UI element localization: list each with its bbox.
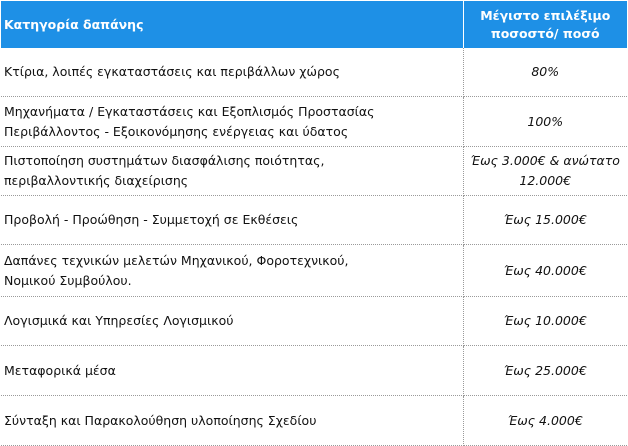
- max-amount-cell: [463, 245, 627, 297]
- table-row: [1, 297, 627, 346]
- category-text: Περιβάλλοντος - Εξοικονόμησης ενέργειας και ύδατος: [4, 123, 349, 139]
- category-cell: [1, 48, 463, 97]
- expense-table: [1, 1, 627, 446]
- max-amount-text: Έως 15.000€: [503, 212, 587, 227]
- max-amount-cell: [463, 396, 627, 446]
- category-cell: [1, 245, 463, 297]
- table-row: [1, 396, 627, 446]
- category-cell: [1, 97, 463, 147]
- max-amount-text: 12.000€: [519, 173, 572, 188]
- max-amount-text: Έως 10.000€: [503, 313, 587, 328]
- table-row: [1, 245, 627, 297]
- category-cell: [1, 297, 463, 346]
- max-amount-text: Έως 40.000€: [503, 262, 587, 278]
- header-max-eligible: [463, 1, 627, 48]
- category-cell: [1, 346, 463, 396]
- category-text: Μηχανήματα / Εγκαταστάσεις και Εξοπλισμός Προστασίας: [4, 103, 375, 119]
- category-text: Πιστοποίηση συστημάτων διασφάλισης ποιότητας,: [4, 153, 325, 168]
- max-amount-text: Έως 25.000€: [503, 362, 587, 378]
- max-amount-cell: [463, 196, 627, 245]
- category-text: Δαπάνες τεχνικών μελετών Μηχανικού, Φοροτεχνικού,: [4, 252, 349, 268]
- max-amount-cell: [463, 48, 627, 97]
- table-row: [1, 147, 627, 196]
- max-amount-cell: [463, 97, 627, 147]
- category-text: περιβαλλοντικής διαχείρισης: [4, 173, 189, 188]
- table-header-row: [1, 1, 627, 48]
- max-amount-cell: [463, 147, 627, 196]
- max-amount-text: Έως 3.000€ & ανώτατο: [470, 153, 620, 168]
- category-cell: [1, 147, 463, 196]
- category-text: Προβολή - Προώθηση - Συμμετοχή σε Εκθέσεις: [4, 212, 299, 227]
- category-text: Μεταφορικά μέσα: [4, 362, 116, 378]
- max-amount-text: Έως 4.000€: [507, 412, 583, 428]
- table-row: [1, 346, 627, 396]
- header-max-line-2: ποσοστό/ ποσό: [490, 25, 600, 41]
- category-text: Λογισμικά και Υπηρεσίες Λογισμικού: [4, 313, 234, 328]
- category-cell: [1, 196, 463, 245]
- category-text: Νομικού Συμβούλου.: [4, 272, 132, 288]
- max-amount-text: 100%: [527, 113, 564, 129]
- header-category: [1, 1, 463, 48]
- category-cell: [1, 396, 463, 446]
- category-text: Κτίρια, λοιπές εγκαταστάσεις και περιβάλλων χώρος: [4, 64, 340, 79]
- header-category-label: Κατηγορία δαπάνης: [4, 17, 144, 32]
- header-max-line-1: Μέγιστο επιλέξιμο: [480, 7, 611, 23]
- max-amount-cell: [463, 297, 627, 346]
- category-text: Σύνταξη και Παρακολούθηση υλοποίησης Σχεδίου: [4, 412, 317, 428]
- table-row: [1, 97, 627, 147]
- max-amount-text: 80%: [531, 64, 560, 79]
- max-amount-cell: [463, 346, 627, 396]
- table-row: [1, 196, 627, 245]
- table-row: [1, 48, 627, 97]
